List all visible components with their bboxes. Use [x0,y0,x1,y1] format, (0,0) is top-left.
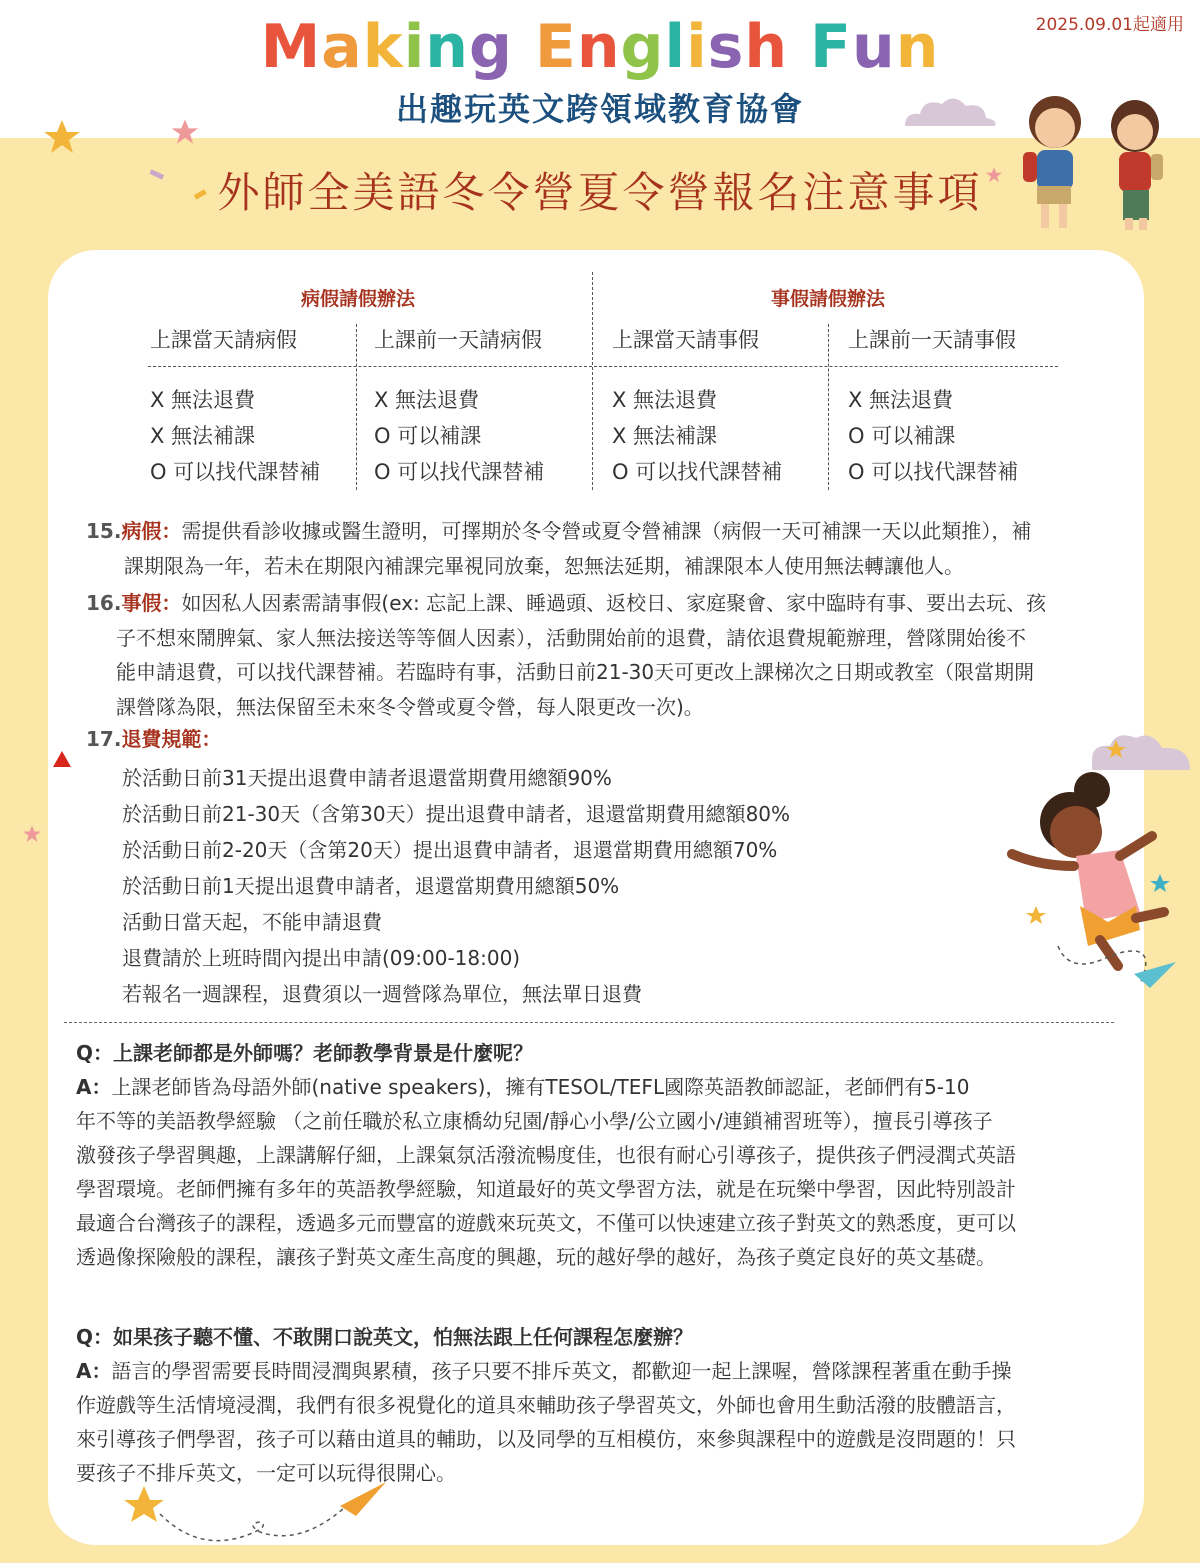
table-divider [592,272,593,490]
faq-answer-label: A： [76,1359,112,1383]
faq-item [76,1036,1126,1274]
rule-label: 病假： [121,519,182,543]
paper-plane-icon [120,1468,400,1548]
column-header: 上課前一天請病假 [374,328,542,352]
table-cell: X 無法退費 [150,388,256,412]
faq-question: Q：如果孩子聽不懂、不敢開口說英文，怕無法跟上任何課程怎麼辦？ [76,1325,694,1349]
rule-text: 課營隊為限，無法保留至未來冬令營或夏令營，每人限更改一次)。 [116,694,704,719]
table-cell: O 可以找代課替補 [848,460,1019,484]
brand-letter: M [260,12,322,82]
list-item: 於活動日前31天提出退費申請者退還當期費用總額90% [122,766,612,790]
table-divider [356,324,357,490]
faq-item [76,1320,1126,1490]
table-cell: X 無法補課 [150,424,256,448]
brand-letter: l [664,12,687,82]
table-cell: O 可以補課 [848,424,956,448]
rule-text: 課期限為一年，若未在期限內補課完畢視同放棄，恕無法延期，補課限本人使用無法轉讓他人。 [124,553,964,578]
table-cell: O 可以找代課替補 [150,460,321,484]
brand-letter: a [321,12,363,82]
faq-answer-text: 最適合台灣孩子的課程，透過多元而豐富的遊戲來玩英文，不僅可以快速建立孩子對英文的熟悉度，更可以 [76,1211,1016,1235]
faq-answer-text: 要孩子不排斥英文，一定可以玩得很開心。 [76,1461,456,1485]
brand-letter: n [425,12,469,82]
brand-letter: i [686,12,708,82]
list-item: 於活動日前2-20天（含第20天）提出退費申請者，退還當期費用總額70% [122,838,778,862]
clouds-top-icon [900,90,1000,130]
table-cell: X 無法補課 [612,424,718,448]
list-item: 退費請於上班時間內提出申請(09:00-18:00) [122,946,521,970]
rule-label: 事假： [121,591,182,615]
refund-list [122,760,790,1012]
brand-letter: n [895,12,940,82]
brand-letter [513,12,535,82]
list-item: 於活動日前21-30天（含第30天）提出退費申請者，退還當期費用總額80% [122,802,791,826]
table-cell: O 可以找代課替補 [612,460,783,484]
brand-letter: u [851,12,896,82]
brand-letter: F [809,12,852,82]
column-header: 上課當天請事假 [612,328,759,352]
rule-line [86,514,1116,549]
table-divider [148,366,1058,367]
rule-number: 17. [86,727,122,751]
faq-answer-text: 年不等的美語教學經驗 （之前任職於私立康橋幼兒園/靜心小學/公立國小/連鎖補習班等），擅長引導孩子 [76,1109,993,1133]
brand-letter [788,12,810,82]
faq-question: Q：上課老師都是外師嗎？老師教學背景是什麼呢？ [76,1041,534,1065]
faq-answer-text: 上課老師皆為母語外師(native speakers)，擁有TESOL/TEFL國際英語教師認証，老師們有5-10 [111,1075,970,1099]
table-cell: X 無法退費 [612,388,718,412]
brand-letter: i [403,12,426,82]
rule-text: 子不想來鬧脾氣、家人無法接送等等個人因素），活動開始前的退費，請依退費規範辦理，營隊開始後不 [116,625,1026,650]
faq-answer-text: 透過像探險般的課程，讓孩子對英文產生高度的興趣，玩的越好學的越好，為孩子奠定良好的英文基礎。 [76,1245,996,1269]
faq-answer-line [76,1354,1126,1388]
star-icon [22,824,42,844]
table-cell: O 可以補課 [374,424,482,448]
brand-letter: s [707,12,745,82]
rule-line [86,586,1116,621]
rule-16 [86,586,1116,724]
column-header: 上課前一天請事假 [848,328,1016,352]
faq-answer-text: 來引導孩子們學習，孩子可以藉由道具的輔助，以及同學的互相模仿，來參與課程中的遊戲是沒問題的！只 [76,1427,1016,1451]
faq-answer-label: A： [76,1075,112,1099]
faq-answer-text: 學習環境。老師們擁有多年的英語教學經驗，知道最好的英文學習方法，就是在玩樂中學習，因此特別設計 [76,1177,1016,1201]
association-name: 出趣玩英文跨領域教育協會 [395,90,804,128]
list-item: 活動日當天起，不能申請退費 [122,910,382,934]
rule-text: 如因私人因素需請事假(ex: 忘記上課、睡過頭、返校日、家庭聚會、家中臨時有事、要出去玩、孩 [181,591,1047,615]
list-item: 於活動日前1天提出退費申請者，退還當期費用總額50% [122,874,620,898]
page-title: 外師全美語冬令營夏令營報名注意事項 [217,168,983,217]
effective-date: 2025.09.01起適用 [1035,15,1184,35]
faq-answer-text: 作遊戲等生活情境浸潤，我們有很多視覺化的道具來輔助孩子學習英文，外師也會用生動活潑的肢體語言， [76,1393,1016,1417]
star-icon [42,118,82,156]
faq-answer-text: 激發孩子學習興趣，上課講解仔細，上課氣氛活潑流暢度佳，也很有耐心引導孩子，提供孩子們浸潤式英語 [76,1143,1016,1167]
personal-leave-title: 事假請假辦法 [770,288,885,310]
table-cell: X 無法退費 [374,388,480,412]
brand-logo [0,12,1200,82]
rule-text: 需提供看診收據或醫生證明，可擇期於冬令營或夏令營補課（病假一天可補課一天以此類推），補 [181,519,1032,543]
table-column [848,382,1018,490]
faq-answer-line [76,1070,1126,1104]
rule-text: 能申請退費，可以找代課替補。若臨時有事，活動日前21-30天可更改上課梯次之日期或教室（限當期開 [116,660,1035,684]
brand-letter: n [576,12,621,82]
table-cell: X 無法退費 [848,388,954,412]
faq-answer-text: 語言的學習需要長時間浸潤與累積，孩子只要不排斥英文，都歡迎一起上課喔，營隊課程著重在動手操 [111,1359,1012,1383]
sick-leave-title: 病假請假辦法 [300,288,415,310]
star-icon [170,118,200,146]
table-column [150,382,320,490]
brand-letter: g [468,12,513,82]
rule-number: 16. [86,591,122,615]
table-column [374,382,544,490]
leave-policy-table [138,278,1058,498]
brand-letter: g [620,12,665,82]
rule-15 [86,514,1116,583]
table-column [612,382,782,490]
table-cell: O 可以找代課替補 [374,460,545,484]
jumping-girl-illustration-icon [1000,726,1196,996]
rule-label: 退費規範： [121,727,222,751]
brand-letter: k [362,12,404,82]
rule-number: 15. [86,519,122,543]
section-divider [64,1022,1114,1023]
triangle-icon [52,750,72,768]
list-item: 若報名一週課程，退費須以一週營隊為單位，無法單日退費 [122,982,642,1006]
table-divider [828,324,829,490]
column-header: 上課當天請病假 [150,328,297,352]
brand-letter: E [534,12,577,82]
brand-letter: h [744,12,789,82]
rule-17 [86,722,1126,757]
